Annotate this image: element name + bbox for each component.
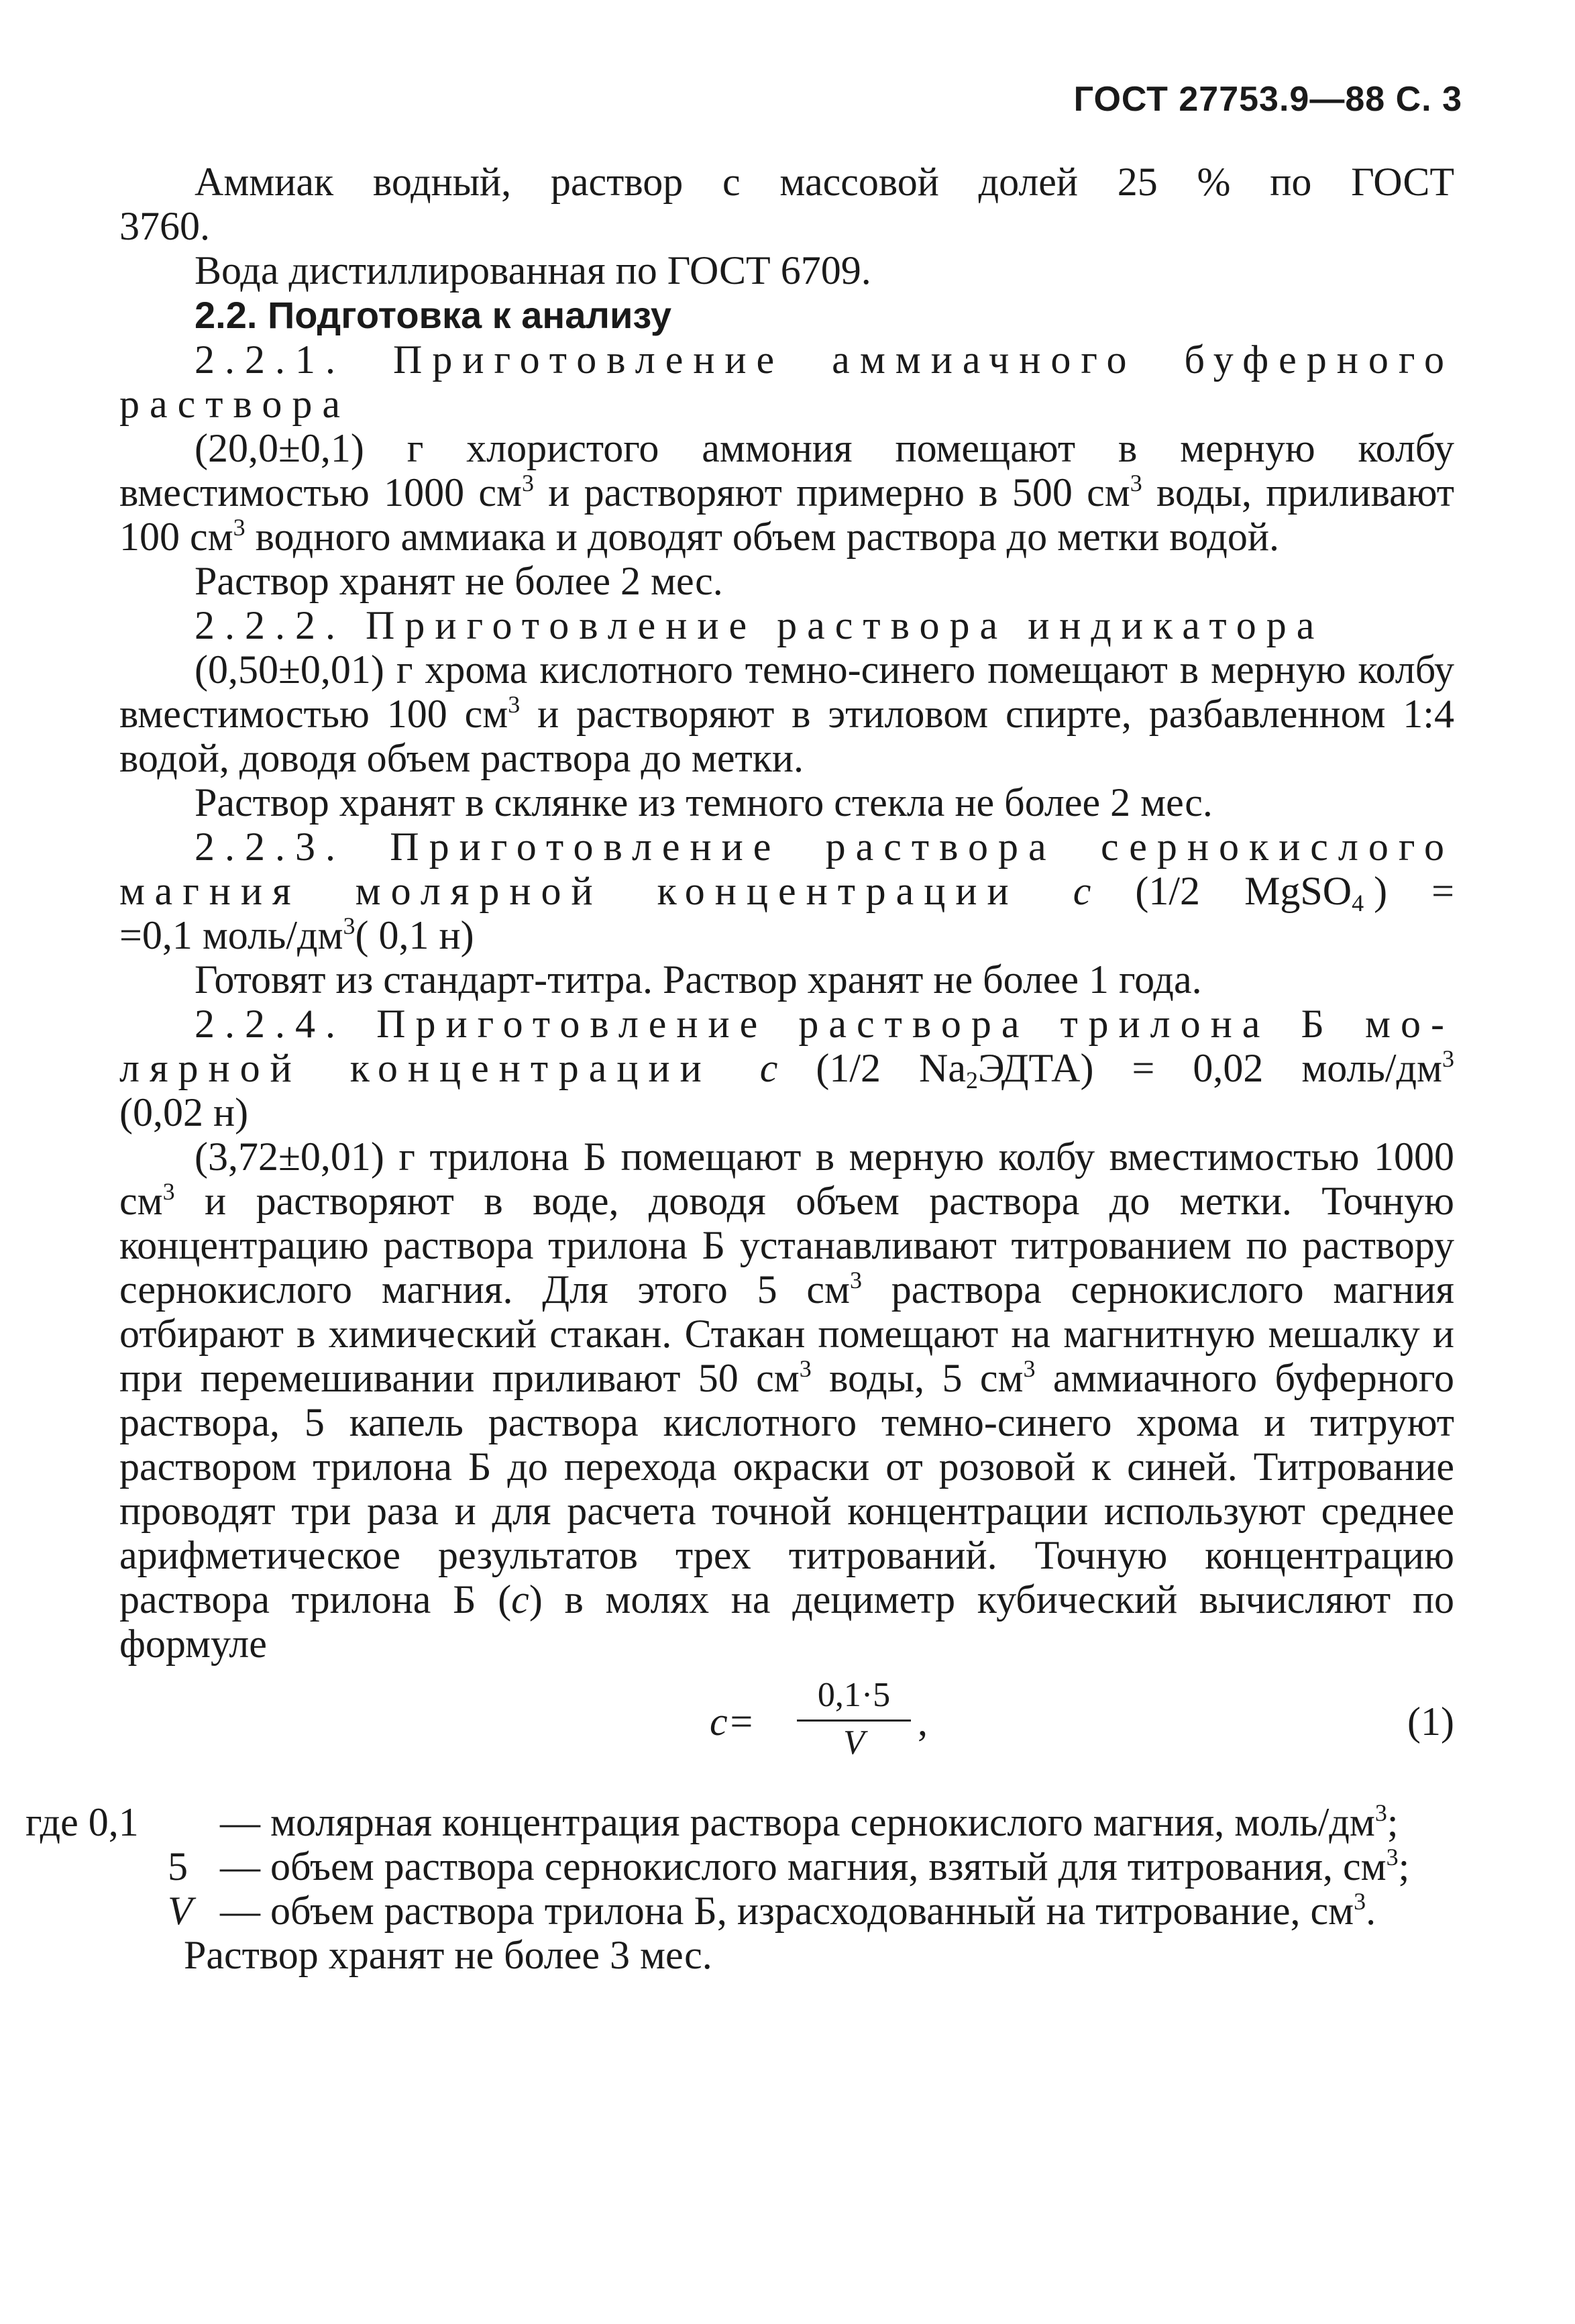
reagent-ammonia-line1: Аммиак водный, раствор с массовой долей 25 % по ГОСТ <box>195 160 1454 204</box>
text-fragment: воды, приливают 100 см <box>119 470 1454 559</box>
fraction-bar <box>797 1720 911 1722</box>
section-2-2-3-text: Готовят из стандарт-титра. Раствор хранят не более 1 года. <box>195 957 1202 1002</box>
section-2-2-4-heading-line3: (0,02 н) <box>119 1090 249 1134</box>
text-fragment: магния молярной концентрации <box>119 869 1073 913</box>
section-2-2-1-storage: Раствор хранят не более 2 мес. <box>195 559 723 603</box>
text-fragment: водного аммиака и доводят объем раствора до метки водой. <box>245 515 1280 559</box>
variable: c <box>511 1577 529 1622</box>
superscript: 3 <box>343 912 356 939</box>
section-2-2-2-storage: Раствор хранят в склянке из темного стекла не более 2 мес. <box>195 780 1213 825</box>
legend-term: 5 <box>168 1844 188 1889</box>
formula-numerator: 0,1·5 <box>817 1676 891 1714</box>
section-2-2-2-heading: 2.2.2. Приготовление раствора индикатора <box>195 603 1325 647</box>
text-fragment: =0,1 моль/дм <box>119 913 343 957</box>
page-header: ГОСТ 27753.9—88 С. 3 <box>1073 80 1462 119</box>
superscript: 3 <box>1023 1355 1036 1382</box>
text-fragment: (3,72±0,01) г трилона Б помещают в мерную колбу вместимостью 1000 см <box>119 1134 1454 1223</box>
text-fragment: ) в молях на дециметр кубический вычисляют по формуле <box>119 1577 1454 1666</box>
legend-text <box>220 1800 1454 1844</box>
text-fragment: . <box>1366 1889 1376 1933</box>
legend-text <box>220 1889 1454 1933</box>
superscript: 3 <box>521 470 534 496</box>
superscript: 3 <box>508 691 521 718</box>
final-storage: Раствор хранят не более 3 мес. <box>184 1933 712 1977</box>
section-2-2-4-heading-line1: 2.2.4. Приготовление раствора трилона Б мо- <box>195 1002 1454 1046</box>
text-fragment: раствора сернокислого магния отбирают в химический стакан. Стакан помещают на магнитную мешалку и при перемешивании приливают 50 см <box>119 1267 1455 1400</box>
text-fragment: и растворяют примерно в 500 см <box>533 470 1130 515</box>
text-fragment: и растворяют в этиловом спирте, разбавленном 1:4 водой, доводя объем раствора до метки. <box>119 692 1454 780</box>
section-2-2-3-heading-line1: 2.2.3. Приготовление раствора сернокислого <box>195 825 1454 869</box>
variable: c <box>759 1046 778 1090</box>
text-fragment: (1/2 MgSO <box>1091 869 1352 913</box>
section-2-2-4-text <box>119 1134 1454 1666</box>
text-fragment: (0,50±0,01) г хрома кислотного темно-синего помещают в мерную колбу вместимостью 100 см <box>119 647 1454 736</box>
superscript: 3 <box>849 1267 862 1293</box>
text-fragment: — объем раствора трилона Б, израсходованный на титрование, см <box>220 1889 1354 1933</box>
formula-lhs: c= <box>710 1699 755 1744</box>
reagent-water: Вода дистиллированная по ГОСТ 6709. <box>195 248 871 293</box>
text-fragment: воды, 5 см <box>811 1356 1024 1400</box>
section-2-2-2-text <box>119 647 1454 780</box>
section-2-2-title <box>119 293 1454 337</box>
superscript: 3 <box>1386 1844 1399 1870</box>
legend-text <box>220 1844 1454 1889</box>
text-fragment: ) = <box>1374 869 1455 913</box>
superscript: 3 <box>1130 470 1142 496</box>
legend-term: V <box>168 1889 193 1933</box>
subscript: 4 <box>1352 890 1374 916</box>
formula-number: (1) <box>1407 1699 1454 1744</box>
section-2-2-3-heading-line2 <box>119 869 1455 916</box>
legend-term: где 0,1 <box>25 1800 139 1844</box>
superscript: 3 <box>799 1355 812 1382</box>
legend-item-v <box>25 1889 1454 1933</box>
section-2-2-label: 2.2. Подготовка к анализу <box>195 294 671 336</box>
formula-denominator: V <box>843 1724 865 1762</box>
text-fragment: ЭДТА) = 0,02 моль/дм <box>978 1046 1442 1090</box>
section-2-2-1-heading-line1: 2.2.1. Приготовление аммиачного буферного <box>195 337 1454 382</box>
text-fragment: и растворяют в воде, доводя объем раствора до метки. Точную концентрацию раствора трилона Б устанавливают титрованием по раствору сернокислого магния. Для этого 5 см <box>119 1179 1454 1312</box>
legend-item-0-1 <box>25 1800 1454 1844</box>
document-body <box>25 160 1455 1977</box>
superscript: 3 <box>1354 1888 1366 1915</box>
text-fragment: (20,0±0,1) г хлористого аммония помещают в мерную колбу вместимостью 1000 см <box>119 426 1454 515</box>
superscript: 3 <box>233 514 246 541</box>
text-fragment: аммиачного буферного раствора, 5 капель раствора кислотного темно-синего хрома и титруют раствором трилона Б до перехода окраски от розовой к синей. Титрование проводят три раза и для расчета точной концентрации используют среднее арифметическое результатов трех титрований. Точную концентрацию раствора трилона Б ( <box>119 1356 1454 1622</box>
superscript: 3 <box>1374 1799 1387 1826</box>
text-fragment: ; <box>1398 1844 1410 1889</box>
text-fragment: (1/2 Na <box>777 1046 967 1090</box>
text-fragment: — объем раствора сернокислого магния, взятый для титрования, см <box>220 1844 1387 1889</box>
formula-fraction <box>797 1675 911 1763</box>
section-2-2-3-heading-line3 <box>119 913 1454 957</box>
text-fragment: ( 0,1 н) <box>355 913 474 957</box>
section-2-2-4-heading-line2 <box>119 1045 1454 1094</box>
legend-item-5 <box>25 1844 1454 1889</box>
text-fragment: — молярная концентрация раствора сернокислого магния, моль/дм <box>220 1800 1375 1844</box>
text-fragment: лярной концентрации <box>119 1046 760 1090</box>
formula-1 <box>119 1675 1454 1783</box>
section-2-2-1-heading-line2: раствора <box>119 382 351 426</box>
text-fragment: ; <box>1387 1800 1399 1844</box>
subscript: 2 <box>966 1067 979 1094</box>
superscript: 3 <box>1442 1045 1454 1072</box>
formula-comma: , <box>918 1699 928 1744</box>
superscript: 3 <box>162 1178 175 1205</box>
section-2-2-1-text <box>119 426 1454 559</box>
reagent-ammonia-line2: 3760. <box>119 204 210 248</box>
variable: c <box>1073 869 1091 913</box>
